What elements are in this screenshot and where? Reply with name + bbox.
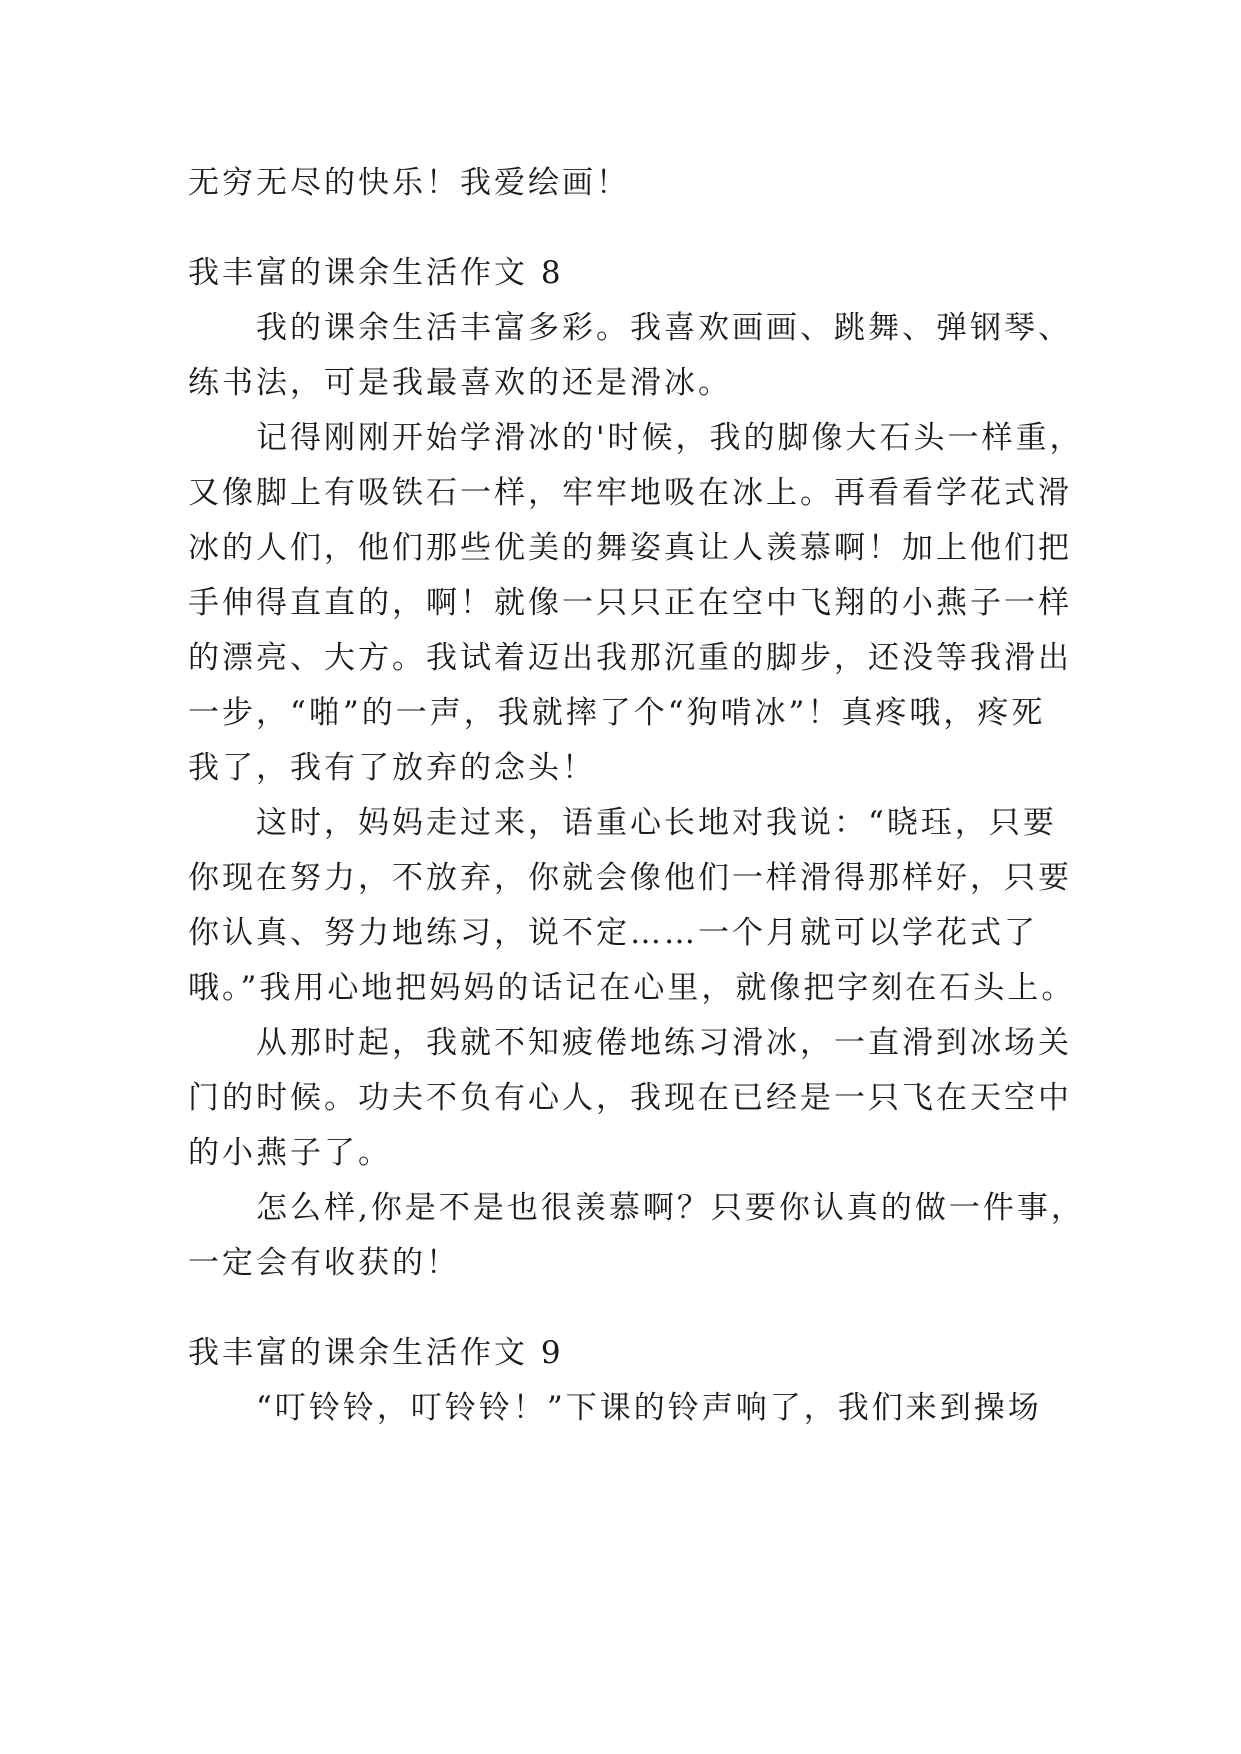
text-line: 哦。”我用心地把妈妈的话记在心里，就像把字刻在石头上。: [188, 970, 1076, 1006]
text-line: 我了，我有了放弃的念头！: [188, 750, 596, 786]
text-line: 门的时候。功夫不负有心人，我现在已经是一只飞在天空中: [188, 1080, 1072, 1116]
text-line: 一步，“啪”的一声，我就摔了个“狗啃冰”！真疼哦，疼死: [188, 695, 1046, 731]
text-line: 无穷无尽的快乐！我爱绘画！: [188, 165, 630, 201]
paragraph-first-line: “叮铃铃，叮铃铃！”下课的铃声响了，我们来到操场: [256, 1390, 1042, 1426]
paragraph-first-line: 怎么样,你是不是也很羡慕啊？只要你认真的做一件事，: [256, 1190, 1085, 1226]
text-line: 你现在努力，不放弃，你就会像他们一样滑得那样好，只要: [188, 860, 1072, 896]
text-line: 一定会有收获的！: [188, 1245, 460, 1281]
text-line: 的小燕子了。: [188, 1135, 392, 1171]
text-line: 手伸得直直的，啊！就像一只只正在空中飞翔的小燕子一样: [188, 585, 1072, 621]
section-heading: 我丰富的课余生活作文 9: [188, 1335, 564, 1371]
section-heading: 我丰富的课余生活作文 8: [188, 255, 564, 291]
text-line: 练书法，可是我最喜欢的还是滑冰。: [188, 365, 732, 401]
text-line: 的漂亮、大方。我试着迈出我那沉重的脚步，还没等我滑出: [188, 640, 1072, 676]
text-line: 冰的人们，他们那些优美的舞姿真让人羡慕啊！加上他们把: [188, 530, 1072, 566]
paragraph-first-line: 我的课余生活丰富多彩。我喜欢画画、跳舞、弹钢琴、: [256, 310, 1072, 346]
paragraph-first-line: 记得刚刚开始学滑冰的'时候，我的脚像大石头一样重，: [256, 420, 1084, 456]
paragraph-first-line: 从那时起，我就不知疲倦地练习滑冰，一直滑到冰场关: [256, 1025, 1072, 1061]
text-line: 又像脚上有吸铁石一样，牢牢地吸在冰上。再看看学花式滑: [188, 475, 1072, 511]
paragraph-first-line: 这时，妈妈走过来，语重心长地对我说：“晓珏，只要: [256, 805, 1057, 841]
text-line: 你认真、努力地练习，说不定……一个月就可以学花式了: [188, 915, 1038, 951]
